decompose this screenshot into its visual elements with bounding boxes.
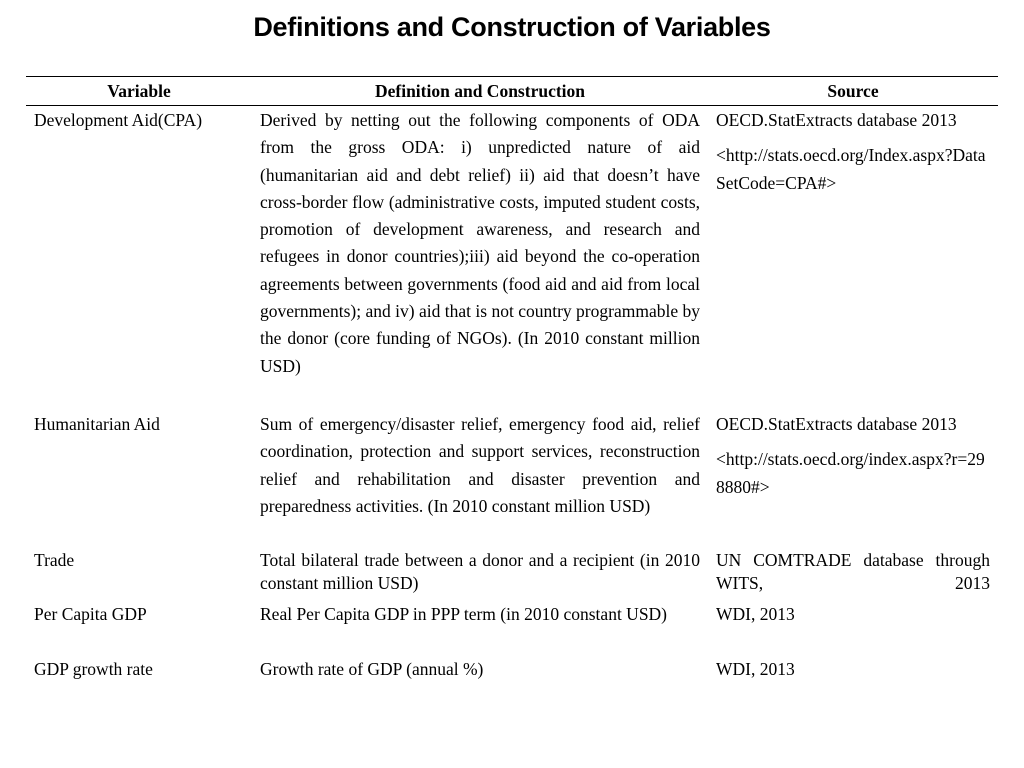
table-header	[26, 77, 998, 106]
header-definition: Definition and Construction	[374, 81, 586, 101]
variable-cell: Humanitarian Aid	[34, 414, 160, 434]
table-row	[26, 656, 998, 686]
header-source: Source	[827, 81, 879, 101]
table-row	[26, 106, 998, 408]
variable-cell: Development Aid(CPA)	[34, 110, 203, 130]
source-link: <http://stats.oecd.org/Index.aspx?DataSetCode=CPA#>	[716, 145, 986, 193]
source-cell	[716, 107, 990, 197]
table-row	[26, 551, 998, 601]
variables-table	[26, 76, 998, 686]
definition-cell: Total bilateral trade between a donor and a recipient (in 2010 constant million USD)	[260, 550, 700, 593]
source-text: UN COMTRADE database through WITS, 2013	[716, 550, 990, 593]
definition-cell: Derived by netting out the following components of ODA from the gross ODA: i) unpredicted nature of aid (humanitarian aid and debt relief) ii) aid that doesn’t have cross-border flow (administrative costs, imputed student costs, promotion of development awareness, and research and refugees in donor countries);iii) aid beyond the co-operation agreements between governments (food aid and aid from local governments); and iv) aid that is not country programmable by the donor (core funding of NGOs). (In 2010 constant million USD)	[260, 110, 700, 376]
source-text: OECD.StatExtracts database 2013	[716, 110, 957, 130]
table-row	[26, 601, 998, 656]
definition-cell: Sum of emergency/disaster relief, emergency food aid, relief coordination, protection and support services, reconstruction relief and rehabilitation and disaster prevention and preparedness activities. (In 2010 constant million USD)	[260, 414, 700, 516]
source-link: <http://stats.oecd.org/index.aspx?r=298880#>	[716, 449, 985, 497]
source-cell	[716, 549, 990, 595]
variable-cell: Per Capita GDP	[34, 604, 147, 624]
source-cell: WDI, 2013	[716, 604, 795, 624]
definition-cell: Real Per Capita GDP in PPP term (in 2010 constant USD)	[260, 604, 668, 624]
table-row	[26, 408, 998, 551]
definition-cell: Growth rate of GDP (annual %)	[260, 659, 484, 679]
source-cell	[716, 411, 990, 501]
source-cell: WDI, 2013	[716, 659, 795, 679]
source-text: OECD.StatExtracts database 2013	[716, 414, 957, 434]
header-variable: Variable	[107, 81, 171, 101]
variable-cell: GDP growth rate	[34, 659, 153, 679]
slide-title: Definitions and Construction of Variables	[253, 12, 771, 42]
variable-cell: Trade	[34, 550, 75, 570]
